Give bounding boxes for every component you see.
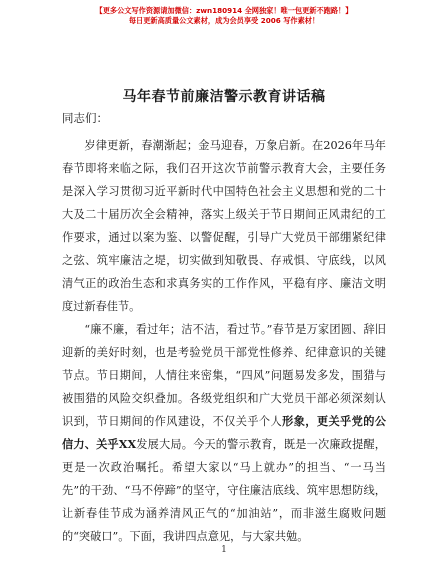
paragraph-1: 岁律更新，春潮渐起；金马迎春，万象启新。在2026年马年春节即将来临之际，我们召开这次节前警示教育大会，主要任务是深入学习贯彻习近平新时代中国特色社会主义思想和党的二十大及二十届历次全会精神，落实上级关于节日期间正风肃纪的工作要求，通过以案为鉴、以警促醒，引导广大党员干部绷紧纪律之弦、筑牢廉洁之堤，切实做到知敬畏、存戒惧、守底线，以风清气正的政治生态和求真务实的工作作风，平稳有序、廉洁文明度过新春佳节。	[62, 139, 386, 313]
document-title: 马年春节前廉洁警示教育讲话稿	[122, 89, 326, 105]
paragraph-2	[62, 318, 386, 548]
banner-line-2: 每日更新高质量公文素材，成为会员享受 2006 写作素材！	[128, 16, 320, 25]
paragraph-2-text-a: “廉不廉，看过年；洁不洁，看过节。”春节是万家团圆、辞旧迎新的美好时刻，也是考验党员干部党性修养、纪律意识的关键节点。节日期间，人情往来密集，“四风”问题易发多发，围猎与被围猎的风险交织叠加。各级党组织和广大党员干部必须深刻认识到，节日期间的作风建设，不仅关乎个人	[62, 323, 386, 428]
paragraph-2-text-b: 发展大局。今天的警示教育，既是一次廉政提醒，更是一次政治嘱托。希望大家以“马上就办”的担当、“一马当先”的干劲、“马不停蹄”的坚守，守住廉洁底线、筑牢思想防线，让新春佳节成为涵养清风正气的“加油站”，而非滋生腐败问题的“突破口”。下面，我讲四点意见，与大家共勉。	[62, 438, 386, 543]
paragraph-2-bold-text: 形象，更关乎党的公信力、关乎XX	[62, 414, 386, 451]
header-banner	[0, 6, 448, 26]
greeting: 同志们：	[62, 111, 108, 125]
banner-line-1: 【更多公文写作资源请加微信：zwn180914 全网独家！唯一包更新不跑路！】	[95, 6, 353, 15]
page-number: 1	[221, 545, 227, 555]
document-body	[62, 134, 386, 548]
